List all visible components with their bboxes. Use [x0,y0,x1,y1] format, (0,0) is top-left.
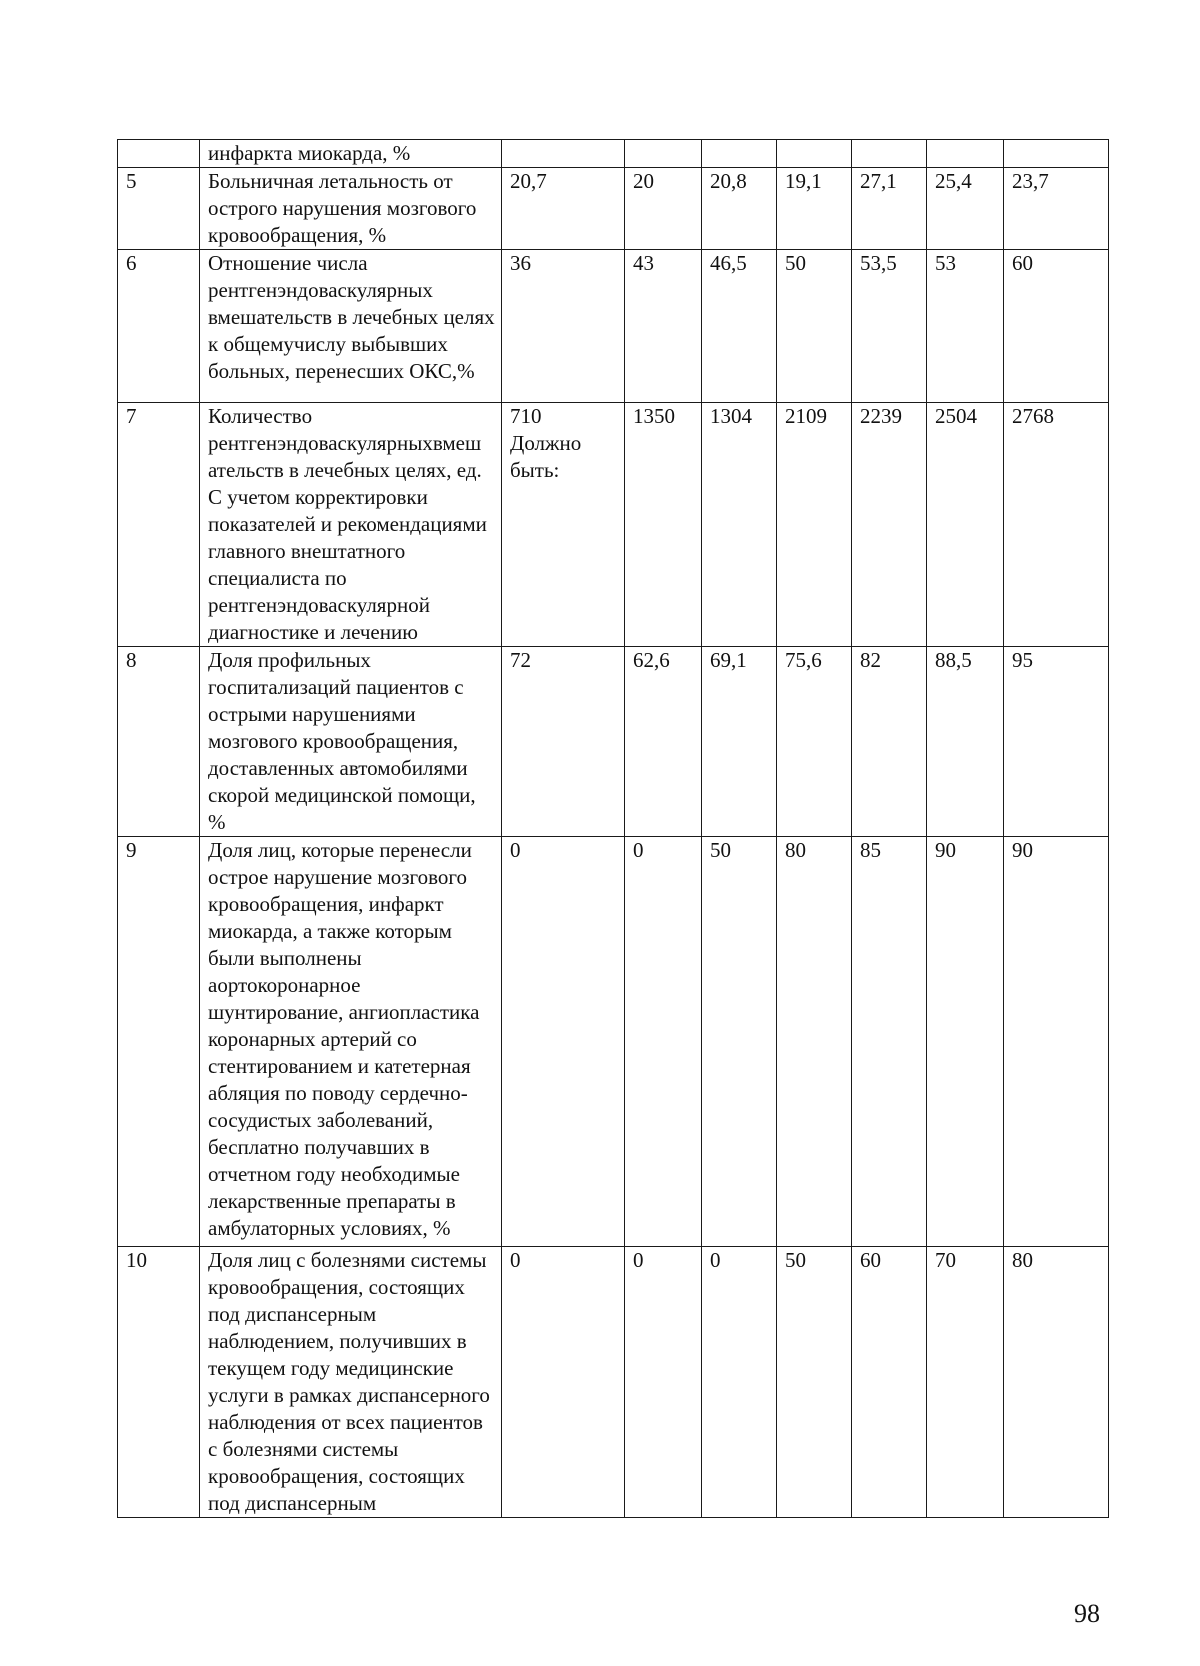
value-cell: 710 Должно быть: [502,403,625,647]
value-cell: 72 [502,647,625,837]
row-number-cell: 7 [118,403,200,647]
table-row [118,250,1109,403]
table-row [118,168,1109,250]
value-cell: 20 [625,168,702,250]
value-cell [852,140,927,168]
table-row [118,647,1109,837]
value-cell: 80 [1004,1247,1109,1518]
indicator-description-cell: Количество рентгенэндоваскулярныхвмеш ательств в лечебных целях, ед. С учетом корректировки показателей и рекомендациями главного внештатного специалиста по рентгенэндоваскулярной диагностике и лечению [200,403,502,647]
value-cell [702,140,777,168]
value-cell: 50 [777,250,852,403]
indicator-description-cell: Доля лиц с болезнями системы кровообращения, состоящих под диспансерным наблюдением, получивших в текущем году медицинские услуги в рамках диспансерного наблюдения от всех пациентов с болезнями системы кровообращения, состоящих под диспансерным [200,1247,502,1518]
table-row [118,140,1109,168]
value-cell: 0 [625,837,702,1247]
value-cell: 53 [927,250,1004,403]
row-number-cell: 6 [118,250,200,403]
value-cell: 43 [625,250,702,403]
row-number-cell: 8 [118,647,200,837]
row-number-cell: 9 [118,837,200,1247]
row-number-cell: 10 [118,1247,200,1518]
value-cell [777,140,852,168]
value-cell: 20,8 [702,168,777,250]
row-number-cell: 5 [118,168,200,250]
indicator-description-cell: Отношение числа рентгенэндоваскулярных вмешательств в лечебных целях к общемучислу выбывших больных, перенесших ОКС,% [200,250,502,403]
value-cell: 1350 [625,403,702,647]
value-cell: 2504 [927,403,1004,647]
value-cell: 90 [1004,837,1109,1247]
value-cell: 46,5 [702,250,777,403]
value-cell: 50 [702,837,777,1247]
indicator-description-cell: Доля лиц, которые перенесли острое нарушение мозгового кровообращения, инфаркт миокарда, а также которым были выполнены аортокоронарное шунтирование, ангиопластика коронарных артерий со стентированием и катетерная абляция по поводу сердечно- сосудистых заболеваний, бесплатно получавших в отчетном году необходимые лекарственные препараты в амбулаторных условиях, % [200,837,502,1247]
row-number-cell [118,140,200,168]
value-cell: 75,6 [777,647,852,837]
value-cell: 2109 [777,403,852,647]
value-cell: 69,1 [702,647,777,837]
value-cell: 0 [502,1247,625,1518]
value-cell: 70 [927,1247,1004,1518]
indicator-description-cell: инфаркта миокарда, % [200,140,502,168]
value-cell: 53,5 [852,250,927,403]
value-cell: 85 [852,837,927,1247]
indicator-description-cell: Больничная летальность от острого нарушения мозгового кровообращения, % [200,168,502,250]
table-row [118,837,1109,1247]
value-cell: 88,5 [927,647,1004,837]
value-cell: 0 [625,1247,702,1518]
value-cell: 19,1 [777,168,852,250]
value-cell: 36 [502,250,625,403]
value-cell: 50 [777,1247,852,1518]
value-cell [625,140,702,168]
value-cell: 0 [702,1247,777,1518]
value-cell: 2239 [852,403,927,647]
value-cell: 27,1 [852,168,927,250]
value-cell: 1304 [702,403,777,647]
value-cell: 95 [1004,647,1109,837]
value-cell: 60 [1004,250,1109,403]
value-cell: 23,7 [1004,168,1109,250]
value-cell: 90 [927,837,1004,1247]
table-body [118,140,1109,1518]
table-row [118,403,1109,647]
page-number: 98 [1074,1599,1100,1628]
value-cell [502,140,625,168]
table-row [118,1247,1109,1518]
value-cell: 2768 [1004,403,1109,647]
value-cell: 82 [852,647,927,837]
indicator-description-cell: Доля профильных госпитализаций пациентов с острыми нарушениями мозгового кровообращения, доставленных автомобилями скорой медицинской помощи, % [200,647,502,837]
value-cell: 25,4 [927,168,1004,250]
value-cell: 62,6 [625,647,702,837]
indicators-table [117,139,1109,1518]
value-cell: 0 [502,837,625,1247]
value-cell [927,140,1004,168]
value-cell: 80 [777,837,852,1247]
value-cell: 20,7 [502,168,625,250]
value-cell: 60 [852,1247,927,1518]
value-cell [1004,140,1109,168]
